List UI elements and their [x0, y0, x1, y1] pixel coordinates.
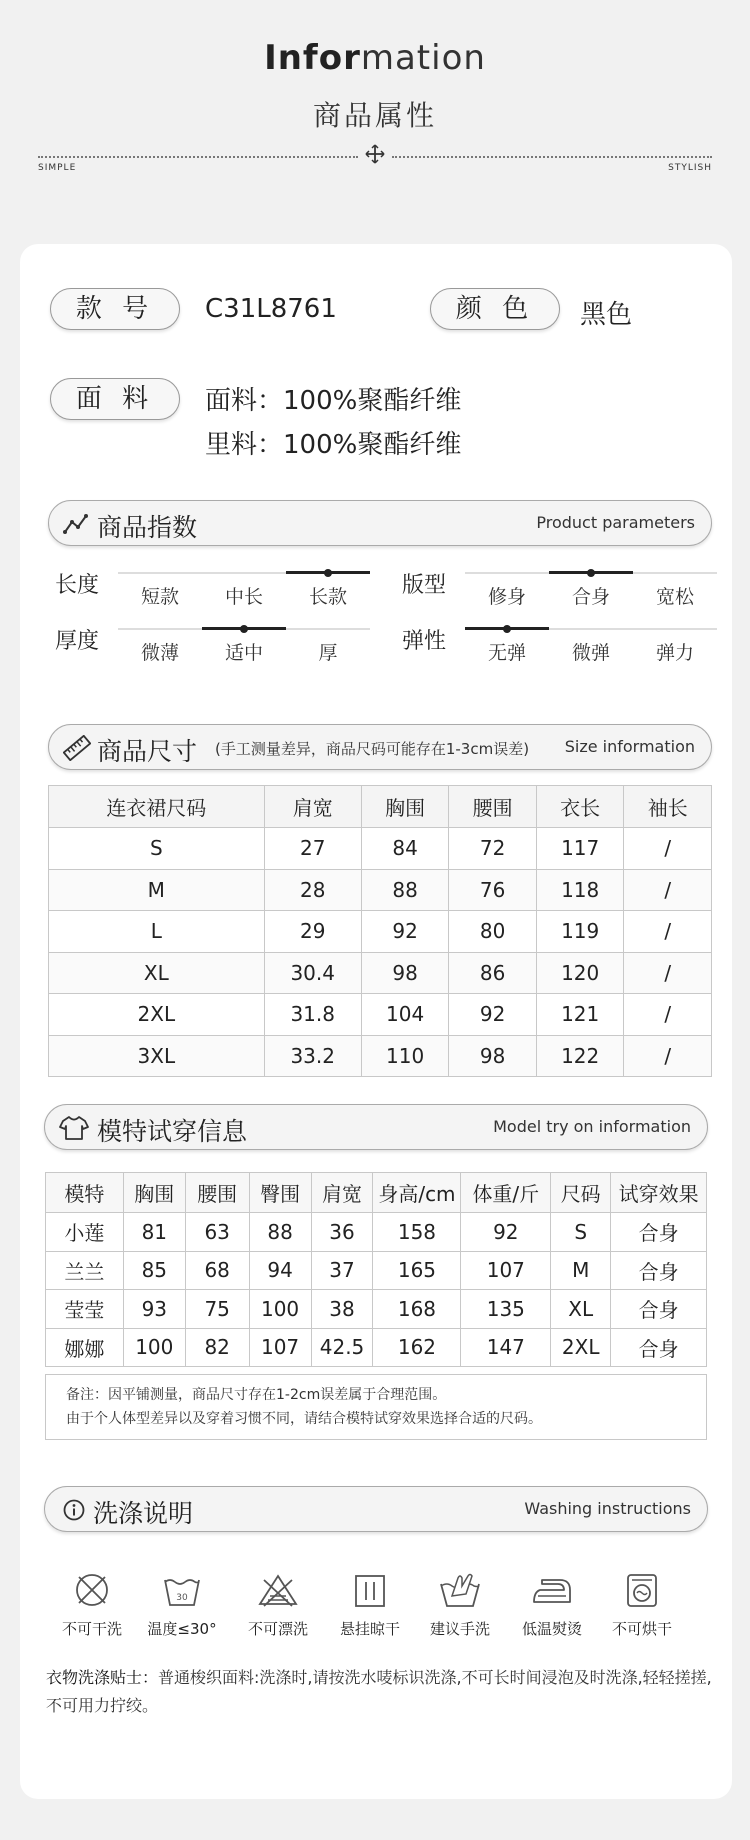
size-cell: 2XL	[49, 994, 265, 1036]
size-header-cell: 腰围	[449, 786, 537, 828]
trend-line-icon	[63, 512, 89, 536]
size-cell: S	[49, 828, 265, 870]
size-cell: 29	[264, 911, 361, 953]
table-row	[49, 828, 712, 870]
size-cell: 86	[449, 952, 537, 994]
model-header-cell: 试穿效果	[611, 1173, 707, 1213]
model-cell: 100	[249, 1290, 311, 1329]
size-cell: /	[624, 869, 712, 911]
wash-section-bar	[44, 1486, 708, 1532]
fabric-label: 面 料	[50, 378, 180, 420]
wash-section-title-en: Washing instructions	[524, 1499, 691, 1518]
index-option: 微薄	[140, 642, 179, 664]
model-header-cell: 臀围	[249, 1173, 311, 1213]
model-cell: 100	[123, 1328, 185, 1367]
index-label: 弹性	[402, 629, 447, 654]
size-cell: 88	[361, 869, 449, 911]
wash-item-no-dry-clean	[52, 1570, 132, 1639]
index-label: 厚度	[55, 629, 100, 654]
model-cell: 37	[311, 1251, 373, 1290]
index-marker-dot	[587, 569, 595, 577]
model-cell: 162	[373, 1328, 461, 1367]
model-cell: 147	[461, 1328, 551, 1367]
info-circle-icon	[63, 1499, 85, 1521]
index-option: 宽松	[655, 586, 694, 608]
wash-item-hang-dry	[330, 1570, 410, 1639]
index-label: 版型	[402, 573, 447, 598]
model-header-cell: 模特	[46, 1173, 124, 1213]
size-cell: 33.2	[264, 1035, 361, 1077]
wash-label-2: 不可漂洗	[247, 1620, 308, 1638]
wash-item-no-bleach	[238, 1570, 318, 1639]
table-row	[46, 1328, 707, 1367]
model-note-line-1: 备注：因平铺测量，商品尺寸存在1-2cm误差属于合理范围。	[66, 1387, 447, 1403]
index-marker-dot	[324, 569, 332, 577]
hand-wash-icon	[438, 1570, 482, 1610]
size-cell: 117	[536, 828, 624, 870]
wash-item-low-iron	[512, 1570, 592, 1639]
svg-text:30: 30	[176, 1593, 188, 1603]
model-cell: 107	[249, 1328, 311, 1367]
wash-item-hand-wash	[420, 1570, 500, 1639]
table-row	[46, 1290, 707, 1329]
table-row	[46, 1251, 707, 1290]
model-cell: 36	[311, 1213, 373, 1252]
size-cell: 76	[449, 869, 537, 911]
tshirt-icon	[59, 1114, 89, 1142]
model-cell: 85	[123, 1251, 185, 1290]
size-section-bar	[48, 724, 712, 770]
model-section-title: 模特试穿信息	[97, 1117, 248, 1146]
index-option: 微弹	[571, 642, 610, 664]
size-section-note: (手工测量差异，商品尺码可能存在1-3cm误差)	[215, 740, 530, 758]
header-title-bold: Infor	[264, 38, 361, 78]
model-cell: 88	[249, 1213, 311, 1252]
no-dry-clean-icon	[70, 1570, 114, 1610]
size-cell: 92	[449, 994, 537, 1036]
model-cell: 小莲	[46, 1213, 124, 1252]
size-cell: 31.8	[264, 994, 361, 1036]
model-cell: 75	[185, 1290, 249, 1329]
wash-label-3: 悬挂晾干	[339, 1620, 400, 1638]
size-cell: 121	[536, 994, 624, 1036]
model-table-body	[46, 1213, 707, 1367]
header-title	[0, 38, 750, 78]
size-cell: 27	[264, 828, 361, 870]
model-cell: 158	[373, 1213, 461, 1252]
header-divider-left	[38, 156, 358, 158]
model-cell: 合身	[611, 1290, 707, 1329]
model-section-bar	[44, 1104, 708, 1150]
model-note-box	[45, 1374, 707, 1440]
model-cell: 81	[123, 1213, 185, 1252]
style-no-label: 款 号	[50, 288, 180, 330]
size-cell: /	[624, 994, 712, 1036]
model-cell: 兰兰	[46, 1251, 124, 1290]
size-cell: 80	[449, 911, 537, 953]
header-subtitle: 商品属性	[312, 99, 437, 132]
size-cell: 72	[449, 828, 537, 870]
size-cell: /	[624, 911, 712, 953]
wash-section-title: 洗涤说明	[93, 1499, 194, 1528]
size-cell: 30.4	[264, 952, 361, 994]
index-option: 无弹	[487, 642, 526, 664]
size-header-cell: 胸围	[361, 786, 449, 828]
wash-item-30	[142, 1570, 222, 1639]
wash-tips-label: 衣物洗涤贴士：	[46, 1668, 159, 1687]
ruler-icon	[63, 735, 91, 761]
wash-30-icon	[160, 1570, 204, 1610]
header-title-light: mation	[360, 38, 486, 78]
size-cell: 92	[361, 911, 449, 953]
model-table-header	[46, 1173, 707, 1213]
model-cell: 38	[311, 1290, 373, 1329]
index-marker-dot	[503, 625, 511, 633]
header-right-tag: STYLISH	[668, 163, 712, 173]
size-cell: 104	[361, 994, 449, 1036]
size-cell: /	[624, 952, 712, 994]
model-cell: 94	[249, 1251, 311, 1290]
index-option: 长款	[308, 586, 347, 608]
size-cell: 98	[361, 952, 449, 994]
wash-label-5: 低温熨烫	[521, 1620, 582, 1638]
header-divider-right	[392, 156, 712, 158]
move-cross-icon	[363, 144, 387, 168]
table-row	[49, 911, 712, 953]
size-cell: L	[49, 911, 265, 953]
model-section-title-en: Model try on information	[493, 1117, 691, 1136]
size-table-header	[49, 786, 712, 828]
model-cell: 93	[123, 1290, 185, 1329]
size-header-cell: 肩宽	[264, 786, 361, 828]
size-cell: /	[624, 1035, 712, 1077]
index-section-title: 商品指数	[97, 513, 198, 542]
index-option: 厚	[318, 642, 338, 664]
model-cell: 莹莹	[46, 1290, 124, 1329]
wash-label-6: 不可烘干	[611, 1620, 672, 1638]
color-value: 黑色	[580, 300, 633, 330]
no-tumble-dry-icon	[620, 1570, 664, 1610]
index-option: 适中	[224, 642, 263, 664]
model-cell: 165	[373, 1251, 461, 1290]
model-cell: 合身	[611, 1213, 707, 1252]
fabric-line-1: 面料：100%聚酯纤维	[205, 386, 462, 416]
header-left-tag: SIMPLE	[38, 163, 77, 173]
size-cell: XL	[49, 952, 265, 994]
low-iron-icon	[530, 1570, 574, 1610]
index-option: 中长	[224, 586, 263, 608]
model-table	[45, 1172, 707, 1367]
size-cell: 118	[536, 869, 624, 911]
model-cell: 娜娜	[46, 1328, 124, 1367]
index-marker-dot	[240, 625, 248, 633]
index-option: 合身	[571, 586, 610, 608]
size-cell: M	[49, 869, 265, 911]
table-row	[49, 1035, 712, 1077]
index-option: 短款	[140, 586, 179, 608]
index-label: 长度	[55, 573, 100, 598]
no-bleach-icon	[256, 1570, 300, 1610]
size-cell: 84	[361, 828, 449, 870]
size-table-body	[49, 828, 712, 1077]
wash-tips-text: 普通梭织面料:洗涤时,请按洗水唛标识洗涤,不可长时间浸泡及时洗涤,轻轻搓搓,不可用力拧绞。	[46, 1668, 712, 1715]
index-section-title-en: Product parameters	[536, 513, 695, 532]
model-header-cell: 尺码	[551, 1173, 611, 1213]
model-note-line-2: 由于个人体型差异以及穿着习惯不同，请结合模特试穿效果选择合适的尺码。	[66, 1411, 542, 1427]
table-row	[49, 952, 712, 994]
size-section-title: 商品尺寸	[97, 737, 198, 766]
wash-label-1: 温度≤30°	[147, 1620, 217, 1638]
model-header-cell: 体重/斤	[461, 1173, 551, 1213]
size-header-cell: 连衣裙尺码	[49, 786, 265, 828]
model-header-cell: 腰围	[185, 1173, 249, 1213]
size-cell: 98	[449, 1035, 537, 1077]
model-cell: 2XL	[551, 1328, 611, 1367]
size-cell: 3XL	[49, 1035, 265, 1077]
index-option: 弹力	[655, 642, 694, 664]
model-cell: 42.5	[311, 1328, 373, 1367]
wash-tips	[46, 1664, 718, 1720]
model-cell: 107	[461, 1251, 551, 1290]
model-cell: 92	[461, 1213, 551, 1252]
model-cell: 135	[461, 1290, 551, 1329]
index-section-bar	[48, 500, 712, 546]
index-option: 修身	[487, 586, 526, 608]
hang-dry-icon	[348, 1570, 392, 1610]
size-header-cell: 衣长	[536, 786, 624, 828]
size-cell: 28	[264, 869, 361, 911]
size-cell: 122	[536, 1035, 624, 1077]
size-cell: 110	[361, 1035, 449, 1077]
style-no-value: C31L8761	[205, 294, 337, 324]
size-header-cell: 袖长	[624, 786, 712, 828]
model-cell: 合身	[611, 1251, 707, 1290]
model-cell: XL	[551, 1290, 611, 1329]
wash-label-4: 建议手洗	[429, 1620, 490, 1638]
table-row	[46, 1213, 707, 1252]
wash-label-0: 不可干洗	[61, 1620, 122, 1638]
model-cell: 68	[185, 1251, 249, 1290]
size-table	[48, 785, 712, 1077]
size-cell: /	[624, 828, 712, 870]
model-cell: M	[551, 1251, 611, 1290]
size-cell: 119	[536, 911, 624, 953]
model-header-cell: 肩宽	[311, 1173, 373, 1213]
model-cell: 63	[185, 1213, 249, 1252]
model-header-cell: 胸围	[123, 1173, 185, 1213]
model-cell: 合身	[611, 1328, 707, 1367]
model-cell: 82	[185, 1328, 249, 1367]
color-label: 颜 色	[430, 288, 560, 330]
model-cell: S	[551, 1213, 611, 1252]
wash-item-no-tumble-dry	[602, 1570, 682, 1639]
table-row	[49, 869, 712, 911]
table-row	[49, 994, 712, 1036]
size-cell: 120	[536, 952, 624, 994]
model-header-cell: 身高/cm	[373, 1173, 461, 1213]
model-cell: 168	[373, 1290, 461, 1329]
fabric-line-2: 里料：100%聚酯纤维	[205, 430, 462, 460]
size-section-title-en: Size information	[564, 737, 695, 756]
